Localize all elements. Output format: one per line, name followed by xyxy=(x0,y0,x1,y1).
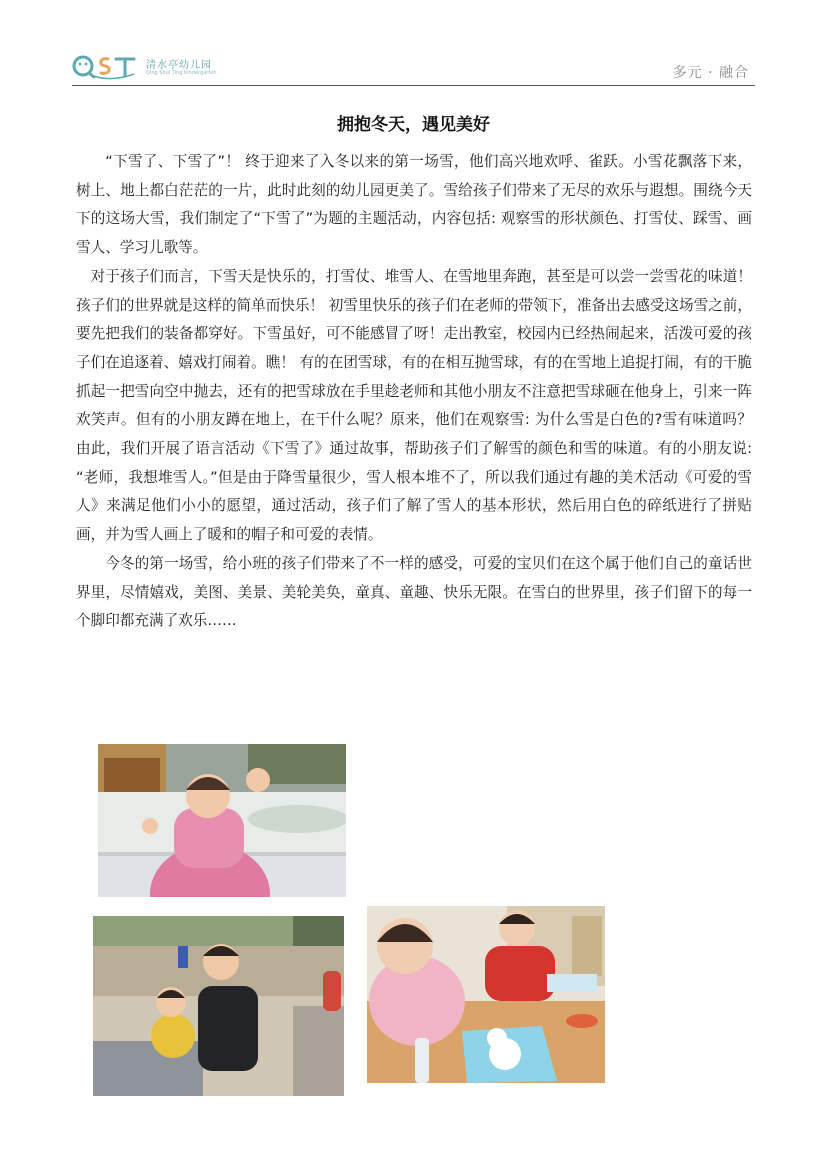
paragraph-2: 对于孩子们而言，下雪天是快乐的，打雪仗、堆雪人、在雪地里奔跑，甚至是可以尝一尝雪花的味道！ 孩子们的世界就是这样的简单而快乐！ 初雪里快乐的孩子们在老师的带领下，准备出去感受这场雪之前，要先把我们的装备都穿好。下雪虽好，可不能感冒了呀！走出教室，校园内已经热闹起来，活泼可爱的孩子们在追逐着、嬉戏打闹着。瞧！ 有的在团雪球，有的在相互抛雪球，有的在雪地上追捉打闹，有的干脆抓起一把雪向空中抛去，还有的把雪球放在手里趁老师和其他小朋友不注意把雪球砸在他身上，引来一阵欢笑声。但有的小朋友蹲在地上，在干什么呢？原来，他们在观察雪: 为什么雪是白色的?雪有味道吗？ 由此，我们开展了语言活动《下雪了》通过故事，帮助孩子们了解雪的颜色和雪的味道。有的小朋友说: “老师，我想堆雪人。”但是由于降雪量很少，雪人根本堆不了，所以我们通过有趣的美术活动《可爱的雪人》来满足他们小小的愿望，通过活动，孩子们了解了雪人的基本形状，然后用白色的碎纸进行了拼贴画，并为雪人画上了暖和的帽子和可爱的表情。 xyxy=(76,267,752,544)
logo-name-en: Qing Shui Ting Kindergarten xyxy=(146,70,217,76)
article-body xyxy=(76,148,752,636)
paragraph-3: 今冬的第一场雪，给小班的孩子们带来了不一样的感受，可爱的宝贝们在这个属于他们自己的童话世界里，尽情嬉戏，美图、美景、美轮美奂，童真、童趣、快乐无限。在雪白的世界里，孩子们留下的每一个脚印都充满了欢乐…… xyxy=(76,554,752,630)
kindergarten-logo xyxy=(72,50,222,82)
logo-mark-icon xyxy=(72,52,140,80)
page-header xyxy=(72,46,755,86)
header-divider xyxy=(72,85,755,86)
photo-boys-outdoor-snow xyxy=(93,916,344,1096)
photo-girl-playing-snow xyxy=(98,744,346,897)
logo-name-cn: 清水亭幼儿园 xyxy=(146,60,212,71)
header-slogan: 多元 · 融合 xyxy=(672,65,749,81)
article-title: 拥抱冬天，遇见美好 xyxy=(337,115,490,135)
paragraph-1: “下雪了、下雪了”！ 终于迎来了入冬以来的第一场雪，他们高兴地欢呼、雀跃。小雪花飘落下来，树上、地上都白茫茫的一片，此时此刻的幼儿园更美了。雪给孩子们带来了无尽的欢乐与遐想。围绕今天下的这场大雪，我们制定了“下雪了”为题的主题活动，内容包括: 观察雪的形状颜色、打雪仗、踩雪、画雪人、学习儿歌等。 xyxy=(76,153,752,257)
photo-children-collage xyxy=(367,906,605,1083)
